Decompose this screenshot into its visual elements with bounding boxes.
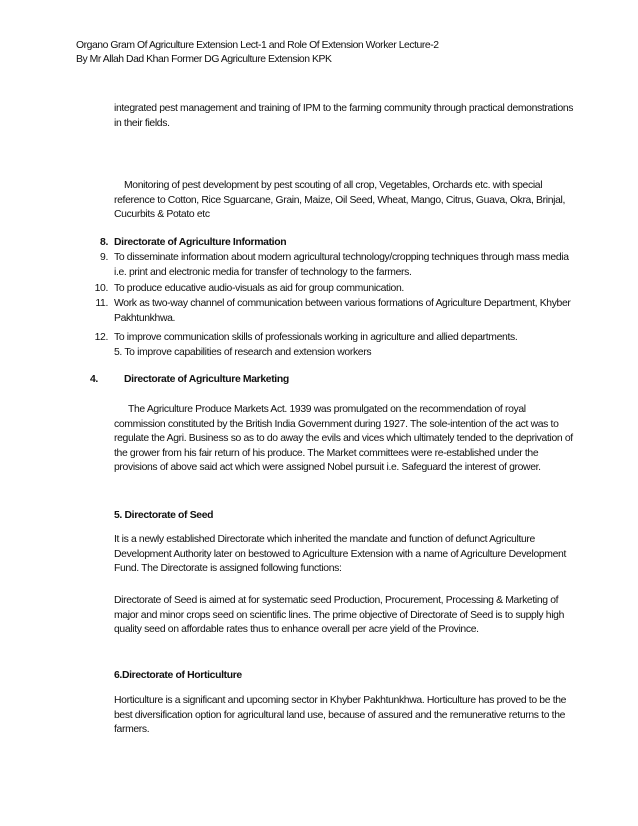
monitoring-paragraph: Monitoring of pest development by pest scouting of all crop, Vegetables, Orchards etc. with special reference to Cotton, Rice Sguarcane, Grain, Maize, Oil Seed, Wheat, Mango, Citrus, Guava, Okra, Brinjal, Cucurbits & Potato etc: [114, 180, 566, 221]
list-item: 11. Work as two-way channel of communication between various formations of Agriculture Department, Khyber Pakhtunkhwa.: [95, 298, 571, 324]
list-item: 12. To improve communication skills of professionals working in agriculture and allied departments.: [94, 332, 518, 343]
section-heading: 6.Directorate of Horticulture: [114, 670, 242, 681]
seed-paragraph: It is a newly established Directorate which inherited the mandate and function of defunct Agriculture Development Authority later on bestowed to Agriculture Extension with a name of Agriculture Development Fund. The Directorate is assigned following functions:: [114, 534, 566, 575]
page-header: [76, 39, 439, 68]
section-heading: 4. Directorate of Agriculture Marketing: [90, 374, 289, 385]
section-heading: 5. Directorate of Seed: [114, 510, 214, 521]
marketing-paragraph: The Agriculture Produce Markets Act. 1939 was promulgated on the recommendation of royal commission constituted by the British India Government during 1927. The sole-intention of the act was to regulate the Agri. Business so as to do away the evils and vices which ultimately tended to the deprivation of the grower from his fair return of his produce. The Market committees were re-established under the provisions of above said act which were assigned Nobel pursuit i.e. Safeguard the interest of grower.: [114, 404, 573, 474]
list-item: 8. Directorate of Agriculture Information: [100, 237, 287, 248]
list-item: 10. To produce educative audio-visuals as aid for group communication.: [94, 283, 404, 294]
horticulture-paragraph: Horticulture is a significant and upcoming sector in Khyber Pakhtunkhwa. Horticulture has proved to be the best diversification option for agricultural land use, because of assured and the remunerative returns to the farmers.: [114, 695, 567, 736]
intro-paragraph: integrated pest management and training of IPM to the farming community through practical demonstrations in their fields.: [114, 103, 574, 129]
list-item: 9. To disseminate information about modern agricultural technology/cropping techniques through mass media i.e. print and electronic media for transfer of technology to the farmers.: [100, 252, 569, 278]
seed-paragraph: Directorate of Seed is aimed at for systematic seed Production, Procurement, Processing & Marketing of major and minor crops seed on scientific lines. The prime objective of Directorate of Seed is to supply high quality seed on affordable rates thus to enhance overall per acre yield of the Province.: [114, 595, 565, 636]
header-author-line: By Mr Allah Dad Khan Former DG Agriculture Extension KPK: [76, 54, 332, 66]
list-item: 5. To improve capabilities of research and extension workers: [114, 347, 372, 358]
header-title-line: Organo Gram Of Agriculture Extension Lect-1 and Role Of Extension Worker Lecture-2: [76, 40, 439, 51]
